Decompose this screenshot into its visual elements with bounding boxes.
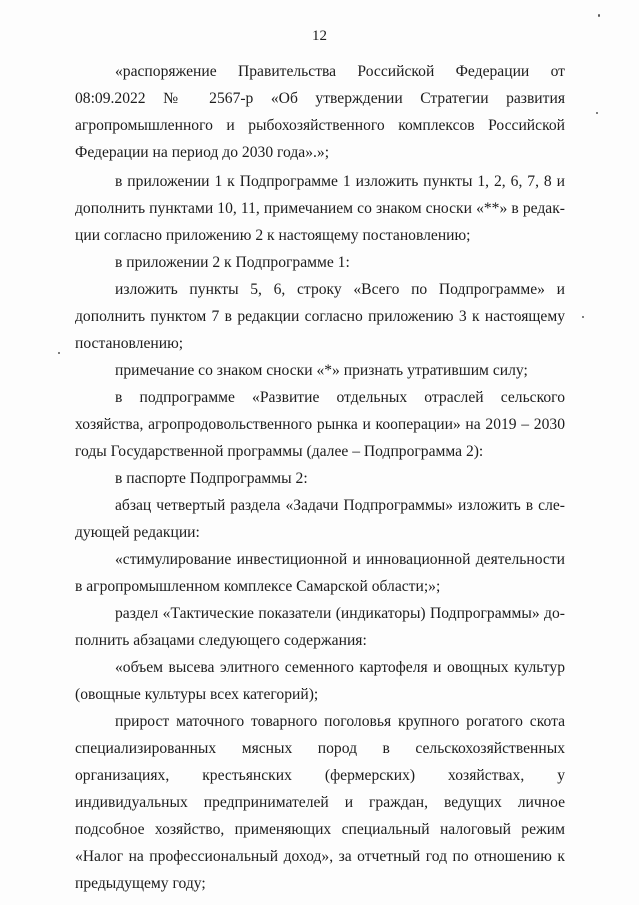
paragraph: «стимулирование инвестиционной и инновационной деятельности в агропромышленном комплексе Самарской области;»; xyxy=(75,551,565,595)
paragraph: абзац четвертый раздела «Задачи Подпрограммы» изложить в следующей редакции: xyxy=(75,497,565,541)
paragraph: в приложении 2 к Подпрограмме 1: xyxy=(115,254,350,271)
scan-speck xyxy=(596,112,598,114)
document-body xyxy=(75,58,565,897)
paragraph: «объем высева элитного семенного картофеля и овощных культур (овощные культуры всех категорий); xyxy=(75,659,565,703)
scan-speck xyxy=(58,352,60,354)
paragraph: изложить пункты 5, 6, строку «Всего по Подпрограмме» и дополнить пунктом 7 в редакции согласно приложению 3 к настоящему постановлению; xyxy=(75,281,565,352)
page-number: 12 xyxy=(312,28,327,44)
scan-speck xyxy=(582,316,584,318)
paragraph: в паспорте Подпрограммы 2: xyxy=(115,470,308,487)
paragraph: в приложении 1 к Подпрограмме 1 изложить пункты 1, 2, 6, 7, 8 и дополнить пунктами 10, 11, примечанием со знаком сноски «**» в редакции согласно приложению 2 к настоящему постановлению; xyxy=(75,173,565,244)
paragraph: раздел «Тактические показатели (индикаторы) Подпрограммы» дополнить абзацами следующего содержания: xyxy=(75,605,565,649)
paragraph: прирост маточного товарного поголовья крупного рогатого скота специализированных мясных пород в сельскохозяйственных организациях, крестьянских (фермерских) хозяйствах, у индивидуальных предпринимателей и граждан, ведущих личное подсобное хозяйство, применяющих специальный налоговый режим «Налог на профессиональный доход», за отчетный год по отношению к предыдущему году; xyxy=(75,713,565,892)
paragraph: примечание со знаком сноски «*» признать утратившим силу; xyxy=(115,362,528,379)
paragraph: «распоряжение Правительства Российской Федерации от 08:09.2022 № 2567-р «Об утверждении Стратегии развития агропромышленного и рыбохозяйственного комплексов Российской Федерации на период до 2030 года».»; xyxy=(75,63,565,161)
scan-speck xyxy=(598,14,600,17)
paragraph: в подпрограмме «Развитие отдельных отраслей сельского хозяйства, агропродовольственного рынка и кооперации» на 2019 – 2030 годы Государственной программы (далее – Подпрограмма 2): xyxy=(75,389,565,460)
